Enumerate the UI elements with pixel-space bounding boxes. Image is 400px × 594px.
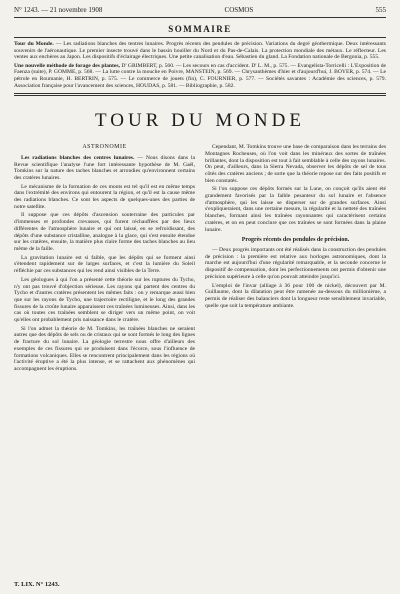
article-text: — Nous disons dans la Revue scientifique l'analyse l'une fort intéressante hypothèse de M. Gaël, Tomkins sur la nature des taches blanches et arrondies qu'environnent certains des cratères lunaires. xyxy=(14,154,195,181)
double-divider xyxy=(14,93,386,96)
sommaire-paragraph-1 xyxy=(14,41,386,61)
divider xyxy=(14,37,386,38)
running-header xyxy=(14,6,386,18)
sommaire-lead-2: Une nouvelle méthode de forage des plantes, xyxy=(14,62,120,69)
article-paragraph: Il suppose que ces dépôts d'ascension souterraine des particules par d'immenses et profondes crevasses, qui furent réchauffées par des lieux différentes de l'atmosphère lunaire et qui ont laissé, en se refroidissant, des dépôts d'une substance cristalline, analogue à la glace, qui s'est ensuite étendue sur les cratères, ensuite, la matière plus claire forme des taches blanches au lieu même de la faille. xyxy=(14,212,195,252)
section-title: TOUR DU MONDE xyxy=(95,110,305,132)
article-paragraph xyxy=(14,155,195,182)
page-number: 555 xyxy=(375,6,386,14)
article-heading: Les radiations blanches des centres lunaires. xyxy=(21,154,135,161)
right-column xyxy=(205,144,386,472)
article-paragraph: — Deux progrès importants ont été réalisés dans la construction des pendules de précision : la première est relative aux horloges astronomiques, dont la marche est aujourd'hui d'une régularité remarquable, et la seconde concerne le dispositif de compensation, dont les perfectionnements ont permis d'obtenir une précision supérieure à celle qu'on pouvait atteindre jusqu'ici. xyxy=(205,247,386,280)
section-label: ASTRONOMIE xyxy=(82,144,127,151)
sommaire-lead-1: Tour du Monde. xyxy=(14,41,54,47)
article-paragraph: Les géologues à qui l'on a présenté cette théorie sur les ruptures du Tycho, n'y ont pas trouvé d'objection sérieuse. Les rayons qui partent des centres du Tycho et d'autres cratères présentent les mêmes faits : on y remarque aussi bien que sur les rayons de Tycho, une trajectoire rectiligne, et le long des grandes fissures de la croûte lunaire apparaissent ces traînées lumineuses. Ainsi, dans les cas où toutes ces traînées semblent se diriger vers un même point, on voit qu'elles ont probablement pris naissance dans le cratère. xyxy=(14,276,195,324)
sommaire-title: SOMMAIRE xyxy=(168,24,232,34)
volume-footer: T. LIX. N° 1243. xyxy=(14,581,60,588)
sommaire-body-1: — Les radiations blanches des tentres lunaires. Progrès récents des pendules de précision. Variations du degré géothermique. Deux intéressants souvenirs de l'aéronautique. Le premier insecte trouvé dans le bassin houiller du Nord et du Pas-de-Calais. La protection mondiale des métaux. Le réflecteur. Les ventes aux enchères au Japon. Les dispositifs d'éclairage électriques. Une petite canalisation d'eau. Sébastien du gland. La Fondation nationale de Bergonia, p. 555. xyxy=(14,41,386,61)
article-paragraph: La gravitation lunaire est si faible, que les dépôts qui se forment ainsi s'étendent rapidement sur de larges surfaces, et c'est la lumière du Soleil réfléchie par ces substances qui les rend ainsi visibles de la Terre. xyxy=(14,254,195,275)
sommaire-paragraph-2 xyxy=(14,63,386,89)
article-columns xyxy=(14,144,386,472)
journal-name: COSMOS xyxy=(224,6,254,14)
article-subheading: Progrès récents des pendules de précision. xyxy=(241,237,350,244)
article-paragraph: Si l'on admet la théorie de M. Tomkins, les traînées blanches ne seraient autres que des dépôts de sels ou de cristaux qui se sont formés le long des lignes de fracture du sol lunaire. La géologie terrestre nous offre d'ailleurs des exemples de ces fissures qui se produisent dans l'écorce, sous l'influence de formations volcaniques. Elles se rencontrent principalement dans les régions où l'activité éruptive a été la plus intense, et se rattachent aux phénomènes qui accompagnent les éruptions. xyxy=(14,325,195,372)
article-paragraph: Cependant, M. Tomkins trouve une base de comparaison dans les terrains des Montagnes Rocheuses, où l'on voit dans les minéraux des sortes de traînées brillantes, dont la disposition est tout à fait semblable à celle des rayons lunaires. On peut, d'ailleurs, dans la Sierra Nevada, observer les dépôts de sel de tous côtés des cratères anciens ; de sorte que la théorie repose sur des faits positifs et bien constatés. xyxy=(205,144,386,184)
sommaire-body-2: D' GRIMBERT, p. 560. — Les secours en cas d'accident. D' L. M., p. 575. — Evangelista-Torricelli : L'Exposition de Faenza (suite), P. GOMME, p. 568. — La lutte contre la mouche en Poivre, MANSTEIN, p. 569. — Chrysanthèmes d'hier et d'aujourd'hui, J. BOYER, p. 574. — Le pétrole en Roumanie, H. BERTRIN, p. 575. — Le commerce de jouets (fin), C. FOURNIER, p. 577. — Sociétés savantes : Académie des sciences, p. 579. Association française pour l'avancement des sciences, HOUDAS, p. 581. — Bibliographie, p. 582. xyxy=(14,62,387,89)
issue-number: N° 1243. — 21 novembre 1908 xyxy=(14,6,103,14)
article-paragraph: L'emploi de l'invar (alliage à 36 pour 100 de nickel), découvert par M. Guillaume, dont la dilatation peut être ramenée au-dessous du millionième, a permis de réaliser des balanciers dont la longueur reste sensiblement invariable, quelle que soit la température ambiante. xyxy=(205,282,386,309)
article-paragraph: Si l'on suppose ces dépôts formés sur la Lune, on conçoit qu'ils aient été grandement favorisés par la faible pesanteur du sol lunaire et l'absence d'atmosphère, qui les laisse se disperser sur de grandes surfaces. Ainsi s'expliqueraient, dans une certaine mesure, la régularité et la netteté des traînées blanches, formant ainsi les traînées rayonnantes qui caractérisent certains cratères, et on en peut conclure que ces traînées se sont formées dans la plaine lunaire. xyxy=(205,186,386,233)
left-column xyxy=(14,144,195,472)
article-paragraph: Le mécanisme de la formation de ces monts est tel qu'il est en même temps dans l'extrémité des environs qui entourent la région, et qu'il est la cause même des radiations blanches. Ce sont les aspects de quelques-unes des parties de notre satellite. xyxy=(14,183,195,210)
